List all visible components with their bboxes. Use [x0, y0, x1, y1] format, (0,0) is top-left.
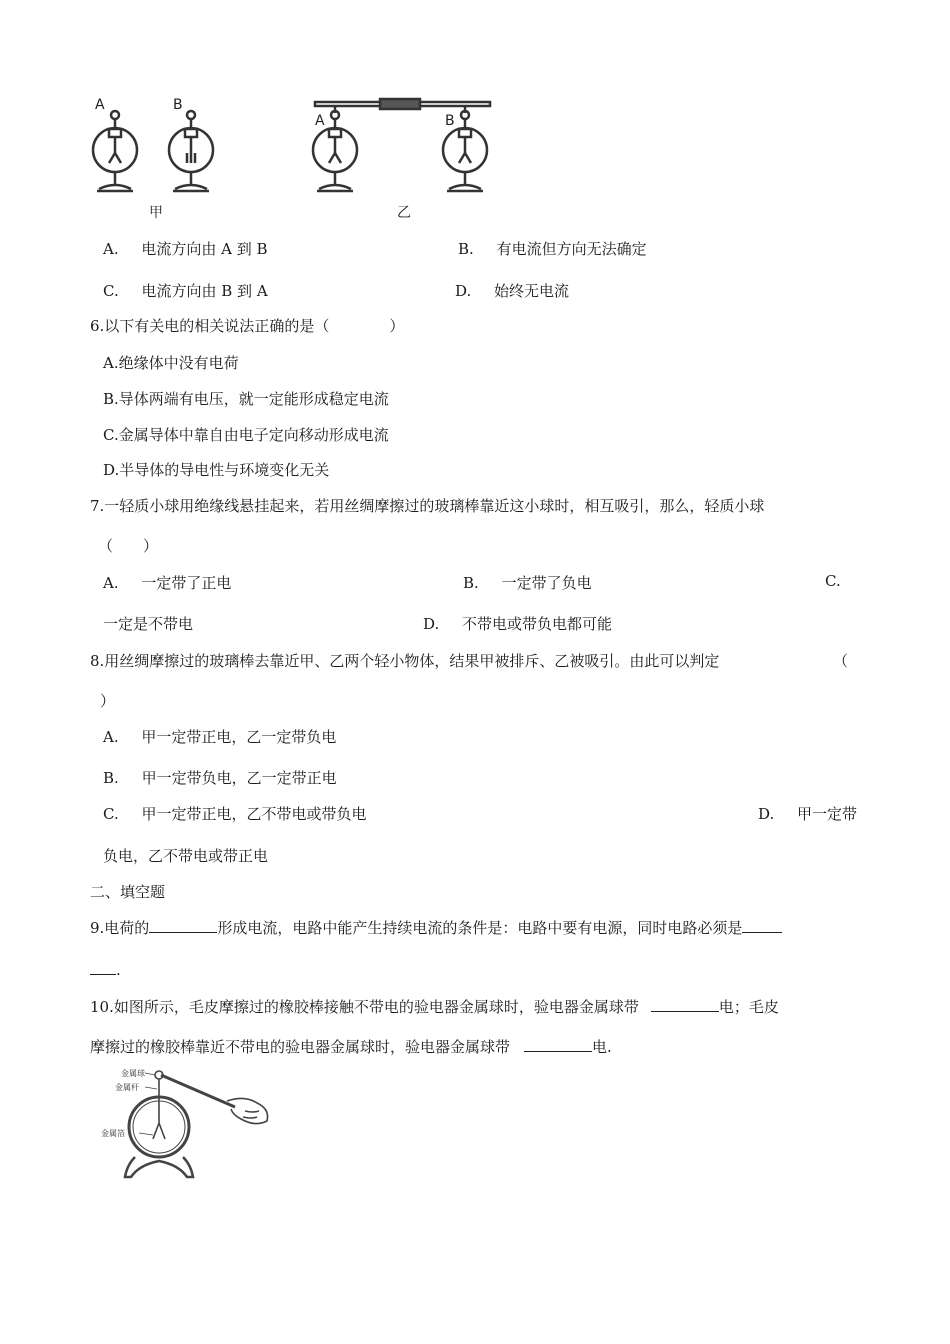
q8-paren-open: （ [833, 652, 849, 670]
q7-option-b-text: 一定带了负电 [501, 574, 592, 592]
fig-label-a-yi: A [315, 113, 325, 129]
fig-label-b-yi: B [445, 113, 455, 129]
q5-option-c-letter: C. [103, 282, 119, 300]
q8-option-a-text: 甲一定带正电，乙一定带负电 [141, 728, 337, 746]
q9-text-1: 9.电荷的 [90, 919, 150, 937]
q9-blank-2-end[interactable] [90, 960, 116, 975]
q8-option-b[interactable] [103, 767, 337, 788]
q10-text-3: 摩擦过的橡胶棒靠近不带电的验电器金属球时，验电器金属球带 [90, 1038, 511, 1056]
q7-option-d-text: 不带电或带负电都可能 [462, 615, 613, 633]
q10-blank-1[interactable] [651, 997, 719, 1012]
q8-option-a-letter: A. [103, 728, 119, 746]
q10-line-2 [90, 1036, 612, 1057]
q7-option-b[interactable] [463, 572, 592, 593]
electroscope-a-jia [93, 111, 137, 191]
electroscope-b-jia [169, 111, 213, 191]
q6-option-c[interactable]: C.金属导体中靠自由电子定向移动形成电流 [103, 426, 389, 444]
q10-line-1 [90, 996, 779, 1017]
q8-option-c-letter: C. [103, 805, 119, 823]
q9-blank-1[interactable] [149, 918, 217, 933]
q7-option-c-text: 一定是不带电 [103, 615, 194, 633]
electroscope-figure-jia-yi [85, 95, 505, 225]
q7-option-a[interactable] [103, 572, 231, 593]
q5-option-d-letter: D. [455, 282, 472, 300]
q8-option-d-text-2: 负电，乙不带电或带正电 [103, 847, 269, 865]
q7-option-c-letter[interactable]: C. [825, 572, 841, 590]
q7-option-a-text: 一定带了正电 [141, 574, 232, 592]
fig-label-b-jia: B [173, 97, 183, 113]
q9-line-1 [90, 917, 782, 938]
q5-option-a-letter: A. [103, 240, 119, 258]
q9-blank-2-start[interactable] [742, 918, 782, 933]
q5-option-a-text: 电流方向由 A 到 B [141, 240, 268, 258]
q8-option-b-text: 甲一定带负电，乙一定带正电 [141, 769, 337, 787]
q6-option-b[interactable]: B.导体两端有电压，就一定能形成稳定电流 [103, 390, 389, 408]
fig-caption-yi: 乙 [397, 205, 411, 221]
q9-end: . [116, 961, 121, 979]
q6-option-d[interactable]: D.半导体的导电性与环境变化无关 [103, 461, 330, 479]
q8-option-c-text: 甲一定带正电，乙不带电或带负电 [141, 805, 367, 823]
q5-option-d[interactable] [455, 280, 569, 301]
fig2-label-metal-rod: 金属杆 [115, 1083, 139, 1092]
q7-stem: 7.一轻质小球用绝缘线悬挂起来，若用丝绸摩擦过的玻璃棒靠近这小球时，相互吸引，那么，轻质小球 [90, 497, 765, 515]
q6-option-a[interactable]: A.绝缘体中没有电荷 [103, 354, 239, 372]
q6-stem: 6.以下有关电的相关说法正确的是（ ） [90, 317, 405, 335]
q8-option-d-letter: D. [758, 805, 775, 823]
q7-option-d-letter: D. [423, 615, 440, 633]
fig-caption-jia: 甲 [149, 205, 163, 221]
fig-label-a-jia: A [95, 97, 105, 113]
electroscope-with-rod-figure [95, 1065, 285, 1190]
q5-option-d-text: 始终无电流 [494, 282, 570, 300]
q10-blank-2[interactable] [524, 1037, 592, 1052]
q5-option-b-letter: B. [458, 240, 474, 258]
q8-option-a[interactable] [103, 726, 336, 747]
q5-option-c[interactable] [103, 280, 268, 301]
q8-stem: 8.用丝绸摩擦过的玻璃棒去靠近甲、乙两个轻小物体，结果甲被排斥、乙被吸引。由此可以判定 [90, 652, 720, 670]
q10-text-4: 电. [592, 1038, 612, 1056]
q5-option-a[interactable] [103, 238, 268, 259]
q5-option-b-text: 有电流但方向无法确定 [496, 240, 647, 258]
fig2-label-metal-foil: 金属箔 [101, 1129, 125, 1138]
q8-option-b-letter: B. [103, 769, 119, 787]
fig2-label-metal-ball: 金属球 [121, 1069, 145, 1078]
q8-option-c[interactable] [103, 803, 367, 824]
q9-line-2 [90, 960, 121, 979]
q8-option-d[interactable] [758, 803, 857, 824]
q8-paren-close: ） [100, 692, 116, 710]
q7-option-d[interactable] [423, 613, 612, 634]
q10-text-1: 10.如图所示，毛皮摩擦过的橡胶棒接触不带电的验电器金属球时，验电器金属球带 [90, 998, 639, 1016]
q8-option-d-text-1: 甲一定带 [797, 805, 858, 823]
q10-text-2: 电；毛皮 [718, 998, 779, 1016]
q5-option-c-text: 电流方向由 B 到 A [141, 282, 268, 300]
q7-option-b-letter: B. [463, 574, 479, 592]
q5-option-b[interactable] [458, 238, 647, 259]
q7-option-a-letter: A. [103, 574, 119, 592]
section-title-fill-in: 二、填空题 [90, 883, 166, 901]
q9-text-2: 形成电流，电路中能产生持续电流的条件是：电路中要有电源，同时电路必须是 [217, 919, 743, 937]
q7-paren: （ ） [98, 537, 159, 555]
